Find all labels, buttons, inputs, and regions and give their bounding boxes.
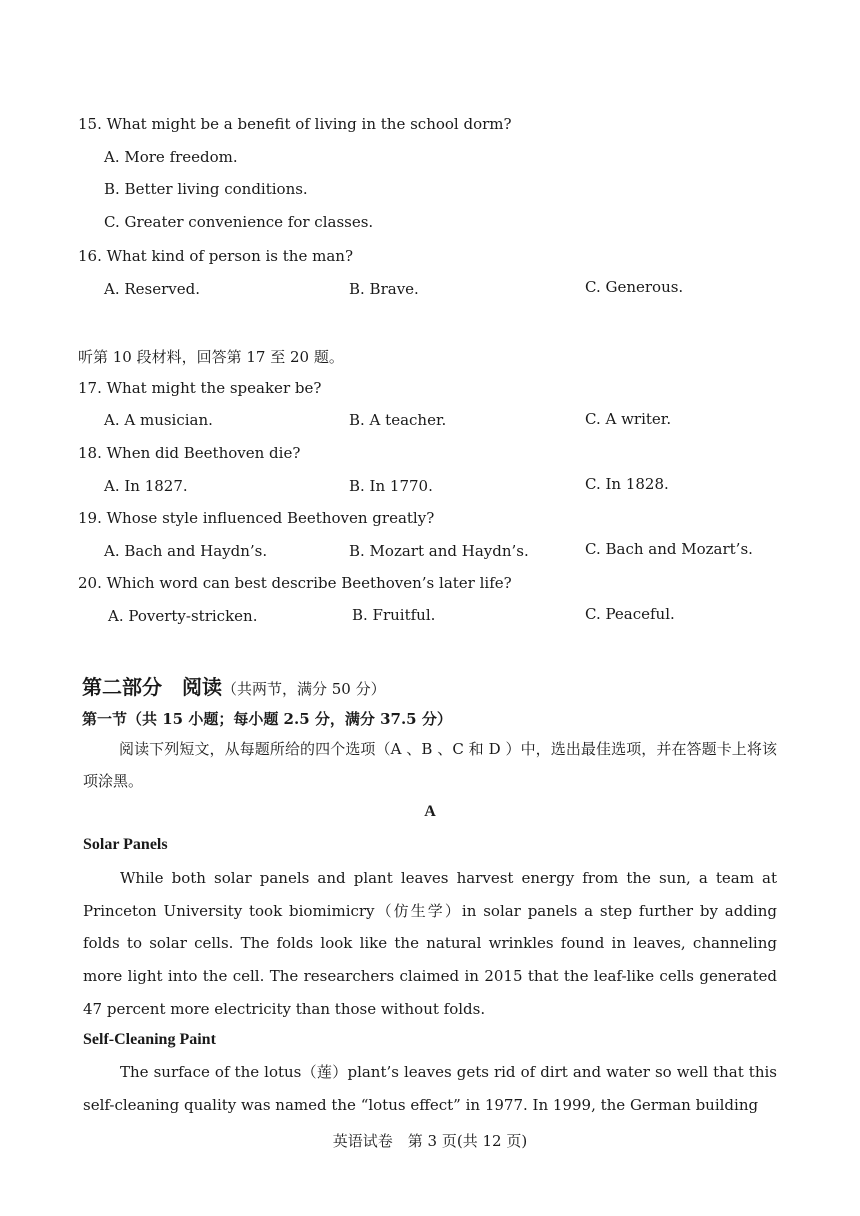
question-20-option-c: C. Peaceful.	[585, 605, 675, 623]
question-15-stem: 15. What might be a benefit of living in the school dorm?	[78, 115, 512, 133]
part-two-header	[82, 671, 386, 700]
passage-heading-solar-panels: Solar Panels	[83, 836, 168, 853]
question-15-option-b: B. Better living conditions.	[104, 180, 308, 198]
question-20-option-a: A. Poverty-stricken.	[108, 607, 258, 625]
reading-directions: 阅读下列短文，从每题所给的四个选项（A 、B 、C 和 D ）中，选出最佳选项，并在答题卡上将该项涂黑。	[83, 740, 777, 790]
question-16-option-b: B. Brave.	[349, 280, 419, 298]
passage-heading-self-cleaning-paint: Self-Cleaning Paint	[83, 1031, 216, 1048]
part-two-title: 第二部分 阅读	[82, 675, 222, 699]
question-20-option-b: B. Fruitful.	[352, 606, 436, 624]
passage-paragraph-1: While both solar panels and plant leaves harvest energy from the sun, a team at Princeton University took biomimicry（仿生学）in solar panels a step further by adding folds to solar cells. The folds look like the natural wrinkles found in leaves, channeling more light into the cell. The researchers claimed in 2015 that the leaf-like cells generated 47 percent more electricity than those without folds.	[83, 869, 777, 1018]
page-footer: 英语试卷 第 3 页(共 12 页)	[332, 1132, 528, 1150]
question-18-option-a: A. In 1827.	[104, 477, 188, 495]
question-15-option-c: C. Greater convenience for classes.	[104, 213, 374, 231]
question-17-option-c: C. A writer.	[585, 410, 672, 428]
question-17-stem: 17. What might the speaker be?	[78, 379, 322, 397]
question-20-stem: 20. Which word can best describe Beethoven’s later life?	[78, 574, 512, 592]
question-17-option-b: B. A teacher.	[349, 411, 447, 429]
question-16-option-c: C. Generous.	[585, 278, 684, 296]
passage-paragraph-2: The surface of the lotus（莲）plant’s leaves gets rid of dirt and water so well that this self-cleaning quality was named the “lotus effect” in 1977. In 1999, the German building	[83, 1063, 777, 1114]
question-18-option-c: C. In 1828.	[585, 475, 669, 493]
question-15-option-a: A. More freedom.	[104, 148, 238, 166]
question-19-option-b: B. Mozart and Haydn’s.	[349, 542, 529, 560]
question-16-option-a: A. Reserved.	[104, 280, 201, 298]
question-19-stem: 19. Whose style influenced Beethoven greatly?	[78, 509, 435, 527]
question-19-option-c: C. Bach and Mozart’s.	[585, 540, 753, 558]
part-two-subtitle: （共两节，满分 50 分）	[222, 680, 386, 698]
question-19-option-a: A. Bach and Haydn’s.	[104, 542, 268, 560]
listening-instruction: 听第 10 段材料，回答第 17 至 20 题。	[78, 348, 344, 366]
question-18-stem: 18. When did Beethoven die?	[78, 444, 301, 462]
passage-label: A	[424, 803, 436, 820]
question-16-stem: 16. What kind of person is the man?	[78, 247, 353, 265]
section-one-title: 第一节（共 15 小题；每小题 2.5 分，满分 37.5 分）	[82, 710, 452, 728]
question-18-option-b: B. In 1770.	[349, 477, 433, 495]
question-17-option-a: A. A musician.	[104, 411, 213, 429]
